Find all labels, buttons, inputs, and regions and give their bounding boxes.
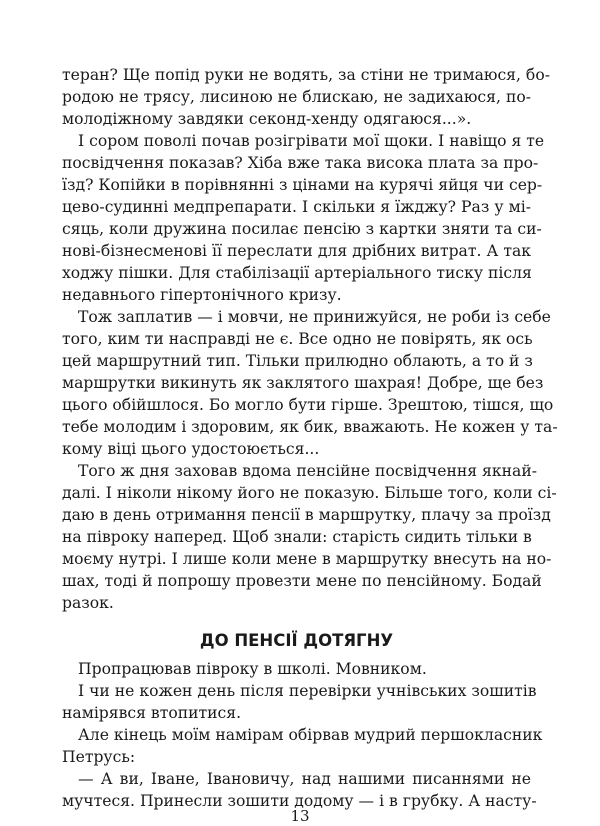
text-line: цей маршрутний тип. Тільки прилюдно облають, а то й з <box>62 352 533 370</box>
text-line: тебе молодим і здоровим, як бик, вважають. Не кожен у та- <box>62 418 558 436</box>
page-number: 13 <box>290 807 310 825</box>
text-line: цього обійшлося. Бо могло бути гірше. Зрештою, тішся, що <box>62 396 554 414</box>
text-line: далі. І ніколи нікому його не показую. Більше того, коли сі- <box>62 484 557 502</box>
text-line: теран? Ще попід руки не водять, за стіни не тримаюся, бо- <box>62 66 550 84</box>
text-line: — А ви, Іване, Івановичу, над нашими писаннями не <box>78 770 531 788</box>
text-line: маршрутки викинуть як заклятого шахрая! Добре, ще без <box>62 374 544 392</box>
text-line: родою не трясу, лисиною не блискаю, не задихаюся, по- <box>62 88 531 106</box>
text-line: цево-судинні медпрепарати. І скільки я їжджу? Раз у мі- <box>62 198 531 216</box>
text-line: разок. <box>62 594 114 612</box>
text-line: мучтеся. Принесли зошити додому — і в грубку. А насту- <box>62 792 537 810</box>
text-line: Але кінець моїм намірам обірвав мудрий першокласник <box>78 726 543 744</box>
text-line: недавнього гіпертонічного кризу. <box>62 286 342 304</box>
text-line: сяць, коли дружина посилає пенсію з картки зняти та си- <box>62 220 542 238</box>
text-line: І сором поволі почав розігрівати мої щоки. І навіщо я те <box>78 132 545 150</box>
text-line: даю в день отримання пенсії в маршрутку, плачу за проїзд <box>62 506 551 524</box>
text-line: Пропрацював півроку в школі. Мовником. <box>78 660 427 678</box>
text-line: того, ким ти насправді не є. Все одно не повірять, як ось <box>62 330 533 348</box>
text-line: ходжу пішки. Для стабілізації артеріального тиску після <box>62 264 532 282</box>
text-line: молодіжному завдяки секонд-хенду одягаюся...». <box>62 110 472 128</box>
text-line: намірявся втопитися. <box>62 704 242 722</box>
text-line: Тож заплатив — і мовчи, не принижуйся, не роби із себе <box>78 308 551 326</box>
text-line: кому віці цього удостоюється... <box>62 440 320 458</box>
text-line: посвідчення показав? Хіба вже така висока плата за про- <box>62 154 539 172</box>
text-line: моєму нутрі. І лише коли мене в маршрутку внесуть на но- <box>62 550 552 568</box>
text-line: на півроку наперед. Щоб знали: старість сидить тільки в <box>62 528 532 546</box>
text-line: їзд? Копійки в порівнянні з цінами на курячі яйця чи сер- <box>62 176 543 194</box>
text-line: шах, тоді й попрошу провезти мене по пенсійному. Бодай <box>62 572 542 590</box>
section-heading: ДО ПЕНСІЇ ДОТЯГНУ <box>199 631 394 650</box>
text-line: нові-бізнесменові її переслати для дрібних витрат. А так <box>62 242 531 260</box>
text-line: І чи не кожен день після перевірки учнівських зошитів <box>78 682 537 700</box>
text-line: Того ж дня заховав вдома пенсійне посвідчення якнай- <box>78 462 537 480</box>
text-line: Петрусь: <box>62 748 136 766</box>
